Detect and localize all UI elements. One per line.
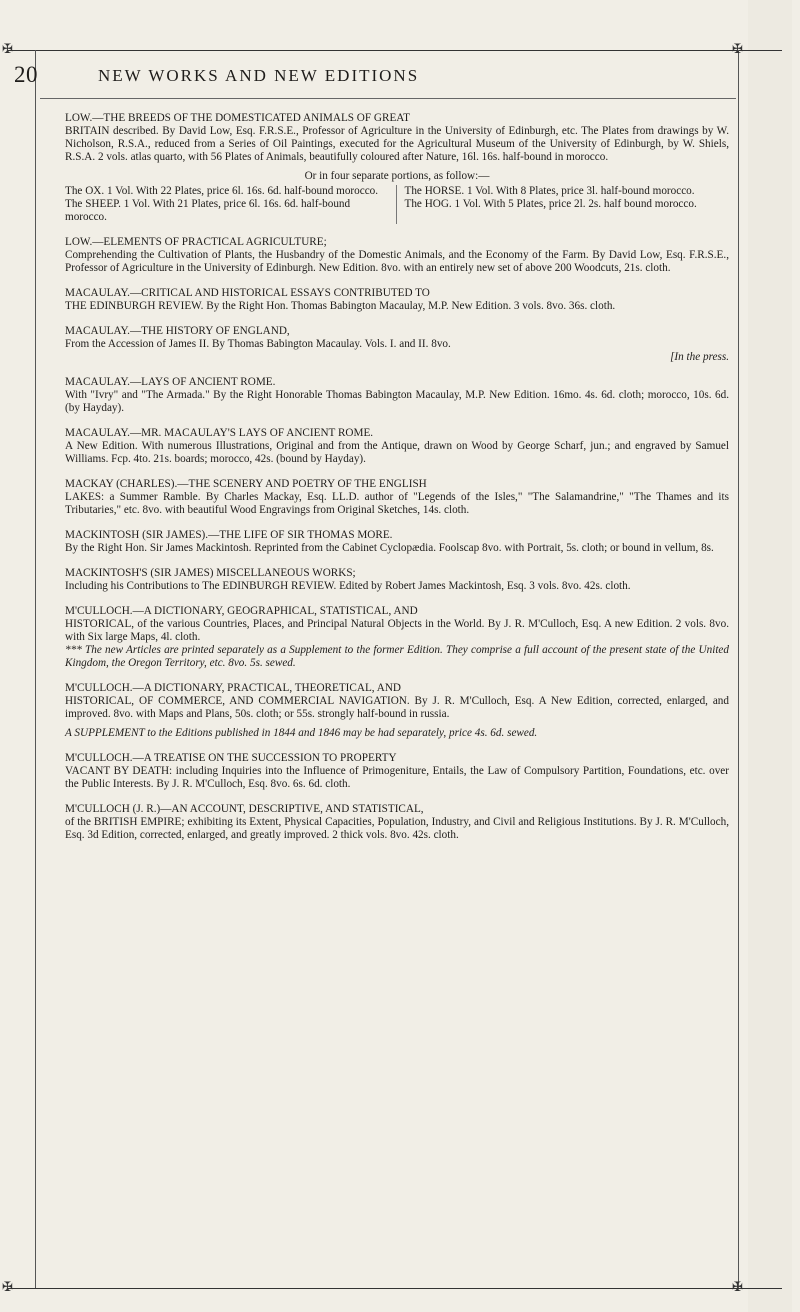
left-border-rule [35,50,36,1288]
catalogue-entry [65,752,729,791]
page-number: 20 [14,62,38,87]
entry-body: of the BRITISH EMPIRE; exhibiting its Extent, Physical Capacities, Population, Industry, and Civil and Religious Institutions. By J. R. M'Culloch, Esq. 3d Edition, corrected, enlarged, and greatly improved. 2 thick vols. 8vo. 42s. cloth. [65,816,729,841]
page-scar [748,0,792,1312]
entry-heading: LOW.—THE BREEDS OF THE DOMESTICATED ANIMALS OF GREAT [65,112,410,124]
portions-right-column [405,185,730,224]
catalogue-entry [65,236,729,275]
entry-heading: M'CULLOCH.—A DICTIONARY, PRACTICAL, THEORETICAL, AND [65,682,401,694]
entry-note: *** The new Articles are printed separately as a Supplement to the former Edition. They comprise a full account of the present state of the United Kingdom, the Oregon Territory, etc. 8vo. 5s. sewed. [65,644,729,669]
running-head: NEW WORKS AND NEW EDITIONS [98,66,420,85]
ornament-icon: ✠ [732,1279,743,1294]
entry-heading: MACKAY (CHARLES).—THE SCENERY AND POETRY OF THE ENGLISH [65,478,427,490]
portion-item: The OX. 1 Vol. With 22 Plates, price 6l. 16s. 6d. half-bound morocco. [65,185,379,197]
entry-heading: M'CULLOCH.—A TREATISE ON THE SUCCESSION TO PROPERTY [65,752,397,764]
entry-body: THE EDINBURGH REVIEW. By the Right Hon. Thomas Babington Macaulay, M.P. New Edition. 3 vols. 8vo. 36s. cloth. [65,300,616,312]
entry-heading: MACAULAY.—CRITICAL AND HISTORICAL ESSAYS CONTRIBUTED TO [65,287,430,299]
entry-body: HISTORICAL, of the various Countries, Places, and Principal Natural Objects in the World. By J. R. M'Culloch, Esq. A new Edition. 2 vols. 8vo. with Six large Maps, 4l. cloth. [65,618,729,643]
catalogue-entry [65,376,729,415]
catalogue-entry [65,529,729,555]
catalogue-entry [65,605,729,670]
catalogue-entry [65,567,729,593]
entry-heading: MACKINTOSH (SIR JAMES).—THE LIFE OF SIR THOMAS MORE. [65,529,393,541]
ornament-icon: ✠ [2,41,13,56]
entry-heading: M'CULLOCH.—A DICTIONARY, GEOGRAPHICAL, STATISTICAL, AND [65,605,418,617]
entry-note: [In the press. [670,351,729,363]
portion-item: The HORSE. 1 Vol. With 8 Plates, price 3l. half-bound morocco. [404,185,695,197]
catalogue-entry [65,112,729,224]
portion-item: The SHEEP. 1 Vol. With 21 Plates, price 6l. 16s. 6d. half-bound morocco. [65,198,351,223]
catalogue-entry [65,478,729,517]
entry-heading: MACAULAY.—MR. MACAULAY'S LAYS OF ANCIENT ROME. [65,427,374,439]
entry-body: A New Edition. With numerous Illustrations, Original and from the Antique, drawn on Wood by George Scharf, jun.; and engraved by Samuel Williams. Fcp. 4to. 21s. boards; morocco, 42s. (bound by Hayday). [65,440,729,465]
entry-or-line: Or in four separate portions, as follow:— [304,170,490,182]
entry-body: BRITAIN described. By David Low, Esq. F.R.S.E., Professor of Agriculture in the University of Edinburgh, etc. The Plates from drawings by W. Nicholson, R.S.A., reduced from a Series of Oil Paintings, executed for the Agricultural Museum of the University of Edinburgh, by W. Shiels, R.S.A. 2 vols. atlas quarto, with 56 Plates of Animals, beautifully coloured after Nature, 16l. 16s. half-bound in morocco. [65,125,729,163]
portion-item: The HOG. 1 Vol. With 5 Plates, price 2l. 2s. half bound morocco. [404,198,697,210]
entry-heading: M'CULLOCH (J. R.)—AN ACCOUNT, DESCRIPTIVE, AND STATISTICAL, [65,803,424,815]
catalogue-entry [65,287,729,313]
top-border-rule [8,50,782,51]
portions-columns [65,185,729,224]
portions-left-column [65,185,397,224]
entry-list [65,112,729,854]
right-border-rule [738,50,739,1288]
entry-body: HISTORICAL, OF COMMERCE, AND COMMERCIAL NAVIGATION. By J. R. M'Culloch, Esq. A New Edition, corrected, enlarged, and improved. 8vo. with Maps and Plans, 50s. cloth; or 55s. strongly half-bound in russia. [65,695,729,720]
entry-body: VACANT BY DEATH: including Inquiries into the Influence of Primogeniture, Entails, the Law of Compulsory Partition, Foundations, etc. over the Public Interests. By J. R. M'Culloch, Esq. 8vo. 6s. 6d. cloth. [65,765,729,790]
catalogue-entry [65,682,729,740]
ornament-icon: ✠ [2,1279,13,1294]
bottom-border-rule [8,1288,782,1289]
entry-heading: MACAULAY.—LAYS OF ANCIENT ROME. [65,376,276,388]
catalogue-entry [65,427,729,466]
entry-heading: LOW.—ELEMENTS OF PRACTICAL AGRICULTURE; [65,236,327,248]
entry-body: LAKES: a Summer Ramble. By Charles Mackay, Esq. LL.D. author of "Legends of the Isles," "The Salamandrine," "The Thames and its Tributaries," etc. 8vo. with beautiful Wood Engravings from Original Sketches, 14s. cloth. [65,491,729,516]
entry-body: From the Accession of James II. By Thomas Babington Macaulay. Vols. I. and II. 8vo. [65,338,451,350]
entry-heading: MACAULAY.—THE HISTORY OF ENGLAND, [65,325,290,337]
entry-note: A SUPPLEMENT to the Editions published in 1844 and 1846 may be had separately, price 4s. 6d. sewed. [65,727,538,739]
catalogue-entry [65,803,729,842]
entry-body: Including his Contributions to The EDINBURGH REVIEW. Edited by Robert James Mackintosh, Esq. 3 vols. 8vo. 42s. cloth. [65,580,631,592]
ornament-icon: ✠ [732,41,743,56]
entry-body: Comprehending the Cultivation of Plants, the Husbandry of the Domestic Animals, and the Economy of the Farm. By David Low, Esq. F.R.S.E., Professor of Agriculture in the University of Edinburgh. New Edition. 8vo. with an entirely new set of above 200 Woodcuts, 21s. cloth. [65,249,729,274]
entry-body: By the Right Hon. Sir James Mackintosh. Reprinted from the Cabinet Cyclopædia. Foolscap 8vo. with Portrait, 5s. cloth; or bound in vellum, 8s. [65,542,714,554]
entry-body: With "Ivry" and "The Armada." By the Right Honorable Thomas Babington Macaulay, M.P. New Edition. 16mo. 4s. 6d. cloth; morocco, 10s. 6d. (by Hayday). [65,389,729,414]
entry-heading: MACKINTOSH'S (SIR JAMES) MISCELLANEOUS WORKS; [65,567,356,579]
catalogue-entry [65,325,729,364]
header-rule [40,98,736,99]
